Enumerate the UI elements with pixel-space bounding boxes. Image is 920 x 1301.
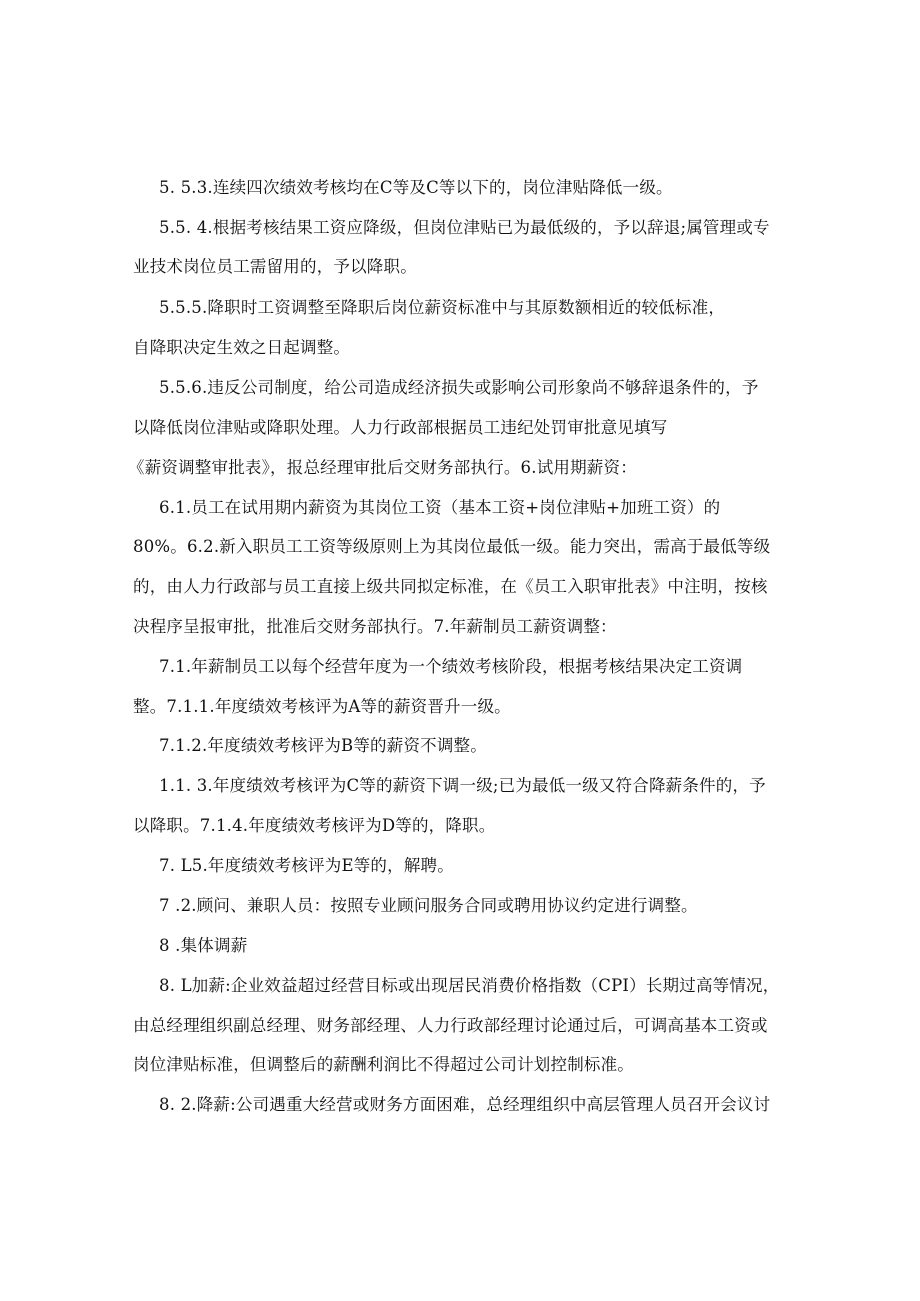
text-line: 整。7.1.1.年度绩效考核评为A等的薪资晋升一级。 — [133, 697, 511, 716]
text-line: 8 .集体调薪 — [159, 936, 248, 955]
text-line: 决程序呈报审批，批准后交财务部执行。7.年薪制员工薪资调整： — [133, 617, 617, 636]
text-line: 自降职决定生效之日起调整。 — [133, 338, 351, 357]
text-line: 岗位津贴标准，但调整后的薪酬利润比不得超过公司计划控制标准。 — [133, 1055, 634, 1074]
text-line: 的，由人力行政部与员工直接上级共同拟定标准，在《员工入职审批表》中注明，按核 — [133, 577, 768, 596]
text-line: 以降职。7.1.4.年度绩效考核评为D等的，降职。 — [133, 816, 496, 835]
text-line: 7. L5.年度绩效考核评为E等的，解聘。 — [159, 856, 454, 875]
text-line: 6.1.员工在试用期内薪资为其岗位工资（基本工资+岗位津贴+加班工资）的 — [159, 498, 721, 517]
text-line: 5.5.6.违反公司制度，给公司造成经济损失或影响公司形象尚不够辞退条件的，予 — [159, 378, 759, 397]
text-line: 1.1. 3.年度绩效考核评为C等的薪资下调一级;已为最低一级又符合降薪条件的，予 — [159, 776, 766, 795]
text-line: 5.5.5.降职时工资调整至降职后岗位薪资标准中与其原数额相近的较低标准， — [159, 298, 726, 317]
text-line: 7 .2.顾问、兼职人员：按照专业顾问服务合同或聘用协议约定进行调整。 — [159, 896, 698, 915]
text-line: 《薪资调整审批表》，报总经理审批后交财务部执行。6.试用期薪资： — [128, 458, 637, 477]
text-line: 业技术岗位员工需留用的，予以降职。 — [133, 257, 417, 276]
text-line: 由总经理组织副总经理、财务部经理、人力行政部经理讨论通过后，可调高基本工资或 — [133, 1016, 768, 1035]
text-line: 5. 5.3.连续四次绩效考核均在C等及C等以下的，岗位津贴降低一级。 — [159, 178, 673, 197]
text-line: 5.5. 4.根据考核结果工资应降级，但岗位津贴已为最低级的，予以辞退;属管理或专 — [159, 218, 770, 237]
text-line: 8. 2.降薪:公司遇重大经营或财务方面困难，总经理组织中高层管理人员召开会议讨 — [159, 1095, 771, 1114]
text-line: 8. L加薪:企业效益超过经营目标或出现居民消费价格指数（CPI）长期过高等情况， — [159, 976, 780, 995]
text-line: 7.1.年薪制员工以每个经营年度为一个绩效考核阶段，根据考核结果决定工资调 — [159, 657, 743, 676]
text-line: 7.1.2.年度绩效考核评为B等的薪资不调整。 — [159, 736, 487, 755]
text-line: 以降低岗位津贴或降职处理。人力行政部根据员工违纪处罚审批意见填写 — [133, 418, 668, 437]
text-line: 80%。6.2.新入职员工工资等级原则上为其岗位最低一级。能力突出，需高于最低等级 — [133, 537, 771, 556]
